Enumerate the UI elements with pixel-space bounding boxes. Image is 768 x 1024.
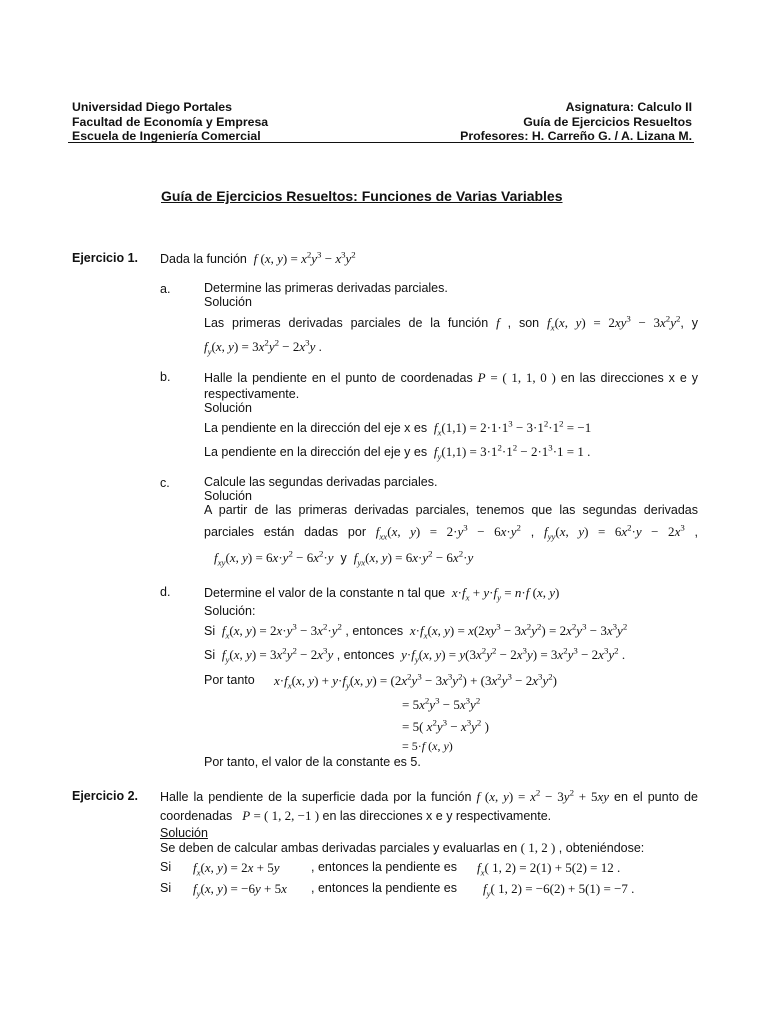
e2-fy-expression: $f_y(x$, y) = −6y + 5x — [193, 881, 287, 899]
item-b-letter: b. — [160, 370, 171, 384]
slope-x-line: La pendiente en la dirección del eje x es $f_x(1,1) = 2\cdot 1\cdot 1^3 - 3\cdot 1^2\cdot 1^2 = -1$ — [204, 418, 592, 438]
fy-expression: $f_y(x$, $y) = 3x^2y^2 - 2x^3y$ . — [204, 337, 322, 357]
item-b-solution-label: Solución — [204, 400, 252, 415]
exercise-1-intro — [160, 251, 356, 267]
item-a-question — [204, 282, 448, 309]
header-divider — [68, 142, 694, 143]
item-c-letter: c. — [160, 476, 170, 490]
item-c-q: Calcule las segundas derivadas parciales. — [204, 475, 438, 489]
university-name: Universidad Diego Portales — [72, 100, 232, 114]
school-name: Escuela de Ingeniería Comercial — [72, 129, 261, 143]
exercise-2-line2: coordenadas P = ( 1, 2, −1 ) en las direcciones x e y respectivamente. — [160, 808, 552, 823]
e2-q4: en las direcciones x e y respectivamente. — [322, 809, 552, 823]
e2-ent-y: , entonces la pendiente es — [311, 881, 457, 895]
item-b-q1: Halle la pendiente en el punto de coordenadas — [204, 371, 473, 385]
e2-q2: en el punto de — [614, 790, 698, 804]
item-a-q: Determine las primeras derivadas parciales. — [204, 281, 448, 295]
item-a-letter: a. — [160, 282, 171, 296]
e2-q3: coordenadas — [160, 809, 233, 823]
course-block — [460, 100, 692, 144]
item-b-q2: en las direcciones x e y — [560, 371, 698, 385]
e2-t2: , obteniéndose: — [558, 841, 645, 855]
e2-si-x: Si — [160, 860, 172, 874]
professors: Profesores: H. Carreño G. / A. Lizana M. — [460, 129, 692, 143]
institution-block — [72, 100, 268, 144]
course-name: Asignatura: Calculo II — [565, 100, 692, 114]
step-2: = 5( $x^2y^3 - x^3y^2$ ) — [402, 717, 489, 734]
exercise-1-label: Ejercicio 1. — [72, 251, 139, 265]
si-2: Si — [204, 648, 216, 662]
function-f: f (x, $y) = x^2y^3 - x^3y^2$ — [253, 249, 356, 266]
item-a-text2: , son — [507, 316, 540, 330]
item-c-line1: A partir de las primeras derivadas parciales, tenemos que las segundas derivadas — [204, 503, 698, 517]
fyy-expression: $f_{yy}(x$, $y) = 6x^2\cdot y - 2x^3$ — [543, 522, 685, 542]
item-a-text3: , y — [680, 316, 699, 330]
fxy-expression: $f_{xy}(x$, $y) = 6x\cdot y^2 - 6x^2\cdot y$ — [214, 548, 334, 568]
item-b-q3: respectivamente. — [204, 387, 300, 401]
exercise-2-label: Ejercicio 2. — [72, 789, 139, 803]
e2-fx-expression: $f_x(x$, y) = 2x + 5y — [193, 860, 280, 878]
item-d-line-si1: Si $f_x(x$, $y) = 2x\cdot y^3 - 3x^2\cdot y^2$ , entonces $x\cdot f_x(x$, $y) = x(2xy^3 - 3x^2y^2) = 2x^2y^3 - 3x^3y^2$ — [204, 621, 628, 641]
step-1: = $5x^2y^3 - 5x^3y^2$ — [402, 695, 481, 712]
slope-y-text: La pendiente en la dirección del eje y es — [204, 445, 428, 459]
item-a-text1: Las primeras derivadas parciales de la función — [204, 316, 489, 330]
item-b-line2 — [204, 388, 299, 415]
si-1: Si — [204, 624, 216, 638]
por-tanto-1: Por tanto — [204, 673, 255, 687]
item-a-solution-label: Solución — [204, 294, 252, 309]
item-d-solution-label: Solución: — [204, 604, 256, 618]
e2-t1: Se deben de calcular ambas derivadas parciales y evaluarlas en — [160, 841, 518, 855]
conj-y: y — [340, 551, 347, 565]
entonces-1: , entonces — [345, 624, 404, 638]
item-d-conclusion: Por tanto, el valor de la constante es 5. — [204, 755, 421, 769]
e2-si-y: Si — [160, 881, 172, 895]
fyx-expression: $f_{yx}(x$, $y) = 6x\cdot y^2 - 6x^2\cdot y$ — [353, 548, 474, 568]
item-d-question: Determine el valor de la constante n tal que $x\cdot f_x + y\cdot f_y = n\cdot f$ (x, y) — [204, 585, 560, 603]
slope-x-text: La pendiente en la dirección del eje x es — [204, 421, 428, 435]
page-title: Guía de Ejercicios Resueltos: Funciones de Varias Variables — [161, 188, 563, 204]
e2-q1: Halle la pendiente de la superficie dada por la función — [160, 790, 472, 804]
e2-method — [160, 840, 644, 856]
item-d-line-si2: Si $f_y(x$, $y) = 3x^2y^2 - 2x^3y$ , entonces $y\cdot f_y(x$, $y) = y(3x^2y^2 - 2x^3y) = 3x^2y^3 - 2x^3y^2$ . — [204, 645, 626, 665]
e2-slope-y: $f_y$( 1, 2) = −6(2) + 5(1) = −7 . — [483, 881, 635, 899]
e2-point: ( 1, 2 ) — [520, 840, 556, 855]
item-d-letter: d. — [160, 585, 171, 599]
e2-ent-x: , entonces la pendiente es — [311, 860, 457, 874]
item-c-solution-label: Solución — [204, 488, 252, 503]
faculty-name: Facultad de Economía y Empresa — [72, 114, 269, 129]
guide-name: Guía de Ejercicios Resueltos — [523, 114, 692, 129]
item-a-line1: Las primeras derivadas parciales de la función f , son $f_x(x$, $y) = 2xy^3 - 3x^2y^2$, y — [204, 313, 699, 333]
fxx-expression: $f_{xx}(x$, $y) = 2\cdot y^3 - 6x\cdot y^2$ — [375, 522, 521, 542]
e2-solution-label: Solución — [160, 826, 208, 840]
exercise-2-line1 — [160, 789, 698, 805]
slope-y-line: La pendiente en la dirección del eje y es $f_y(1,1) = 3\cdot 1^2\cdot 1^2 - 2\cdot 1^3\cdot 1 = 1$ . — [204, 442, 591, 462]
function-f2: f (x, $y) = x^2 - 3y^2 + 5xy$ — [476, 787, 609, 804]
intro-text: Dada la función — [160, 252, 247, 266]
sum-expression: $x\cdot f_x(x$, $y) + y\cdot f_y(x$, $y) = (2x^2y^3 - 3x^3y^2) + (3x^2y^3 - 2x^3y^2)$ — [274, 671, 557, 691]
item-c-text2: parciales están dadas por — [204, 525, 366, 539]
item-c-line3 — [214, 550, 473, 566]
item-c-question — [204, 476, 437, 503]
item-d-q: Determine el valor de la constante n tal que — [204, 586, 446, 600]
fx-expression: $f_x(x$, $y) = 2xy^3 - 3x^2y^2$ — [547, 313, 681, 333]
step-3: = 5·f (x, y) — [402, 739, 453, 753]
item-b-line1 — [204, 370, 698, 386]
e2-slope-x: $f_x$( 1, 2) = 2(1) + 5(2) = 12 . — [477, 860, 621, 878]
entonces-2: , entonces — [336, 648, 395, 662]
item-c-line2: parciales están dadas por $f_{xx}(x$, $y) = 2\cdot y^3 - 6x\cdot y^2$ , $f_{yy}(x$, $y) = 6x^2\cdot y - 2x^3$ , — [204, 522, 699, 542]
point-p1: P = ( 1, 1, 0 ) — [477, 370, 556, 385]
